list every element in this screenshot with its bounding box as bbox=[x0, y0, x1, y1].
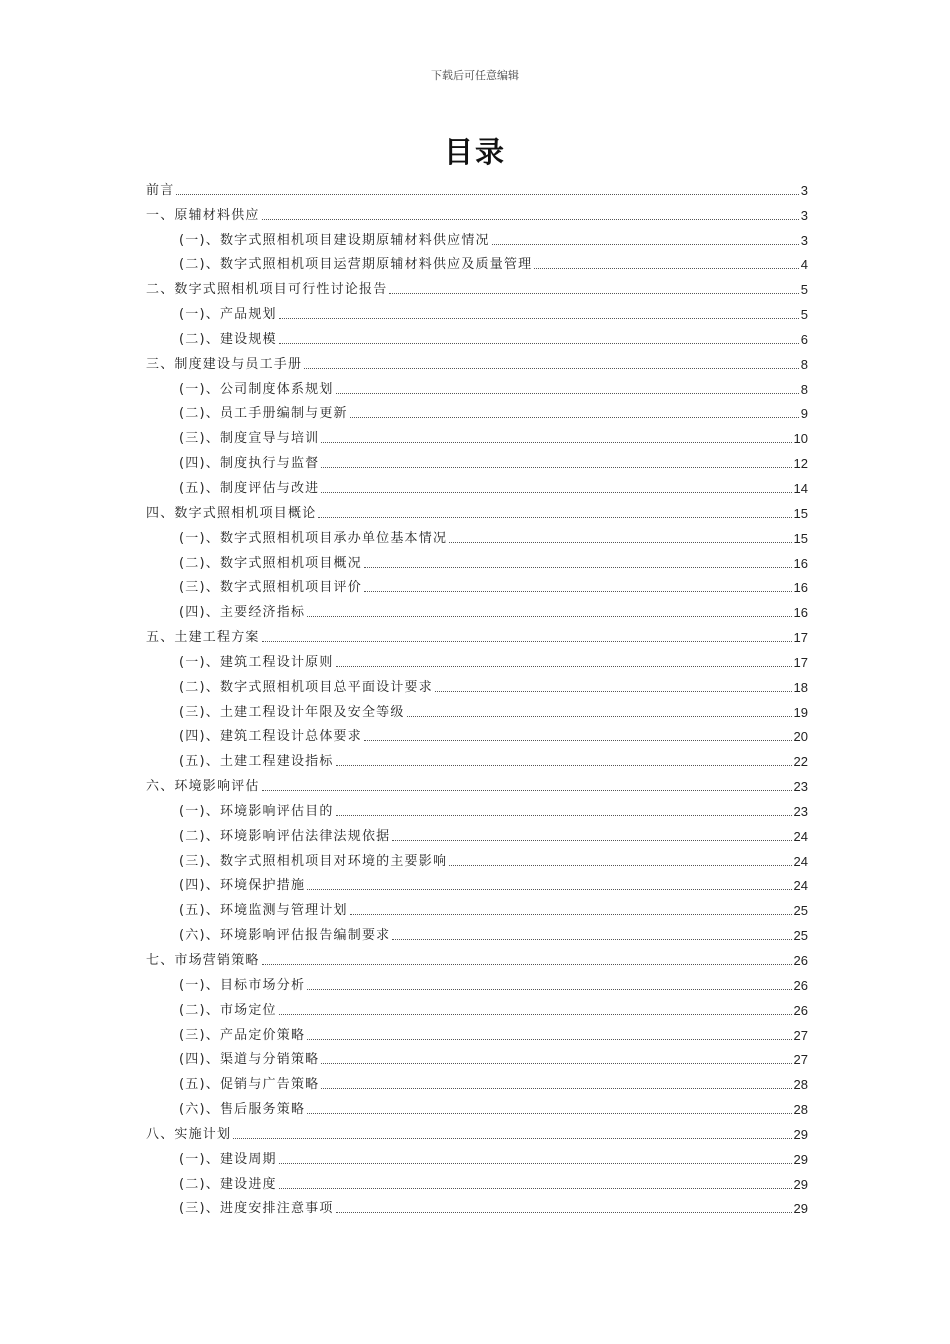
toc-entry[interactable] bbox=[146, 547, 808, 572]
toc-dot-leader bbox=[262, 790, 792, 791]
toc-entry[interactable] bbox=[146, 721, 808, 746]
toc-dot-leader bbox=[407, 716, 792, 717]
toc-entry-page-number: 20 bbox=[793, 729, 808, 745]
toc-dot-leader bbox=[262, 219, 799, 220]
toc-entry-label: (四)、制度执行与监督 bbox=[179, 456, 320, 472]
header-note: 下载后可任意编辑 bbox=[431, 69, 519, 82]
toc-dot-leader bbox=[392, 939, 791, 940]
toc-entry[interactable] bbox=[146, 969, 808, 994]
toc-entry-label: (五)、土建工程建设指标 bbox=[179, 754, 334, 770]
toc-entry-label: (一)、建设周期 bbox=[179, 1151, 277, 1167]
toc-entry-page-number: 27 bbox=[793, 1052, 808, 1068]
toc-entry[interactable] bbox=[146, 572, 808, 597]
toc-entry-label: 三、制度建设与员工手册 bbox=[146, 356, 303, 372]
toc-entry-label: (一)、产品规划 bbox=[179, 307, 277, 323]
toc-entry-label: (一)、目标市场分析 bbox=[179, 977, 306, 993]
toc-entry-label: (六)、售后服务策略 bbox=[179, 1102, 306, 1118]
toc-dot-leader bbox=[534, 268, 798, 269]
toc-entry-page-number: 5 bbox=[800, 282, 808, 298]
toc-dot-leader bbox=[492, 244, 799, 245]
toc-entry-label: (一)、环境影响评估目的 bbox=[179, 803, 334, 819]
toc-dot-leader bbox=[350, 914, 792, 915]
toc-entry-label: (一)、数字式照相机项目承办单位基本情况 bbox=[179, 530, 448, 546]
toc-entry-label: (五)、促销与广告策略 bbox=[179, 1077, 320, 1093]
toc-entry-page-number: 15 bbox=[793, 530, 808, 546]
toc-entry[interactable] bbox=[146, 447, 808, 472]
toc-entry-label: 前言 bbox=[146, 182, 175, 198]
toc-dot-leader bbox=[262, 641, 792, 642]
toc-entry[interactable] bbox=[146, 795, 808, 820]
toc-entry[interactable] bbox=[146, 621, 808, 646]
toc-dot-leader bbox=[336, 815, 792, 816]
toc-entry-label: 四、数字式照相机项目概论 bbox=[146, 505, 317, 521]
toc-entry-page-number: 4 bbox=[800, 257, 808, 273]
toc-entry-page-number: 22 bbox=[793, 754, 808, 770]
toc-entry-page-number: 14 bbox=[793, 480, 808, 496]
toc-entry-page-number: 29 bbox=[793, 1151, 808, 1167]
toc-entry-page-number: 3 bbox=[800, 232, 808, 248]
toc-entry-label: (三)、产品定价策略 bbox=[179, 1027, 306, 1043]
toc-entry-page-number: 3 bbox=[800, 182, 808, 198]
toc-entry[interactable] bbox=[146, 199, 808, 224]
toc-entry-label: (五)、环境监测与管理计划 bbox=[179, 903, 348, 919]
toc-dot-leader bbox=[350, 417, 799, 418]
toc-entry-label: (四)、主要经济指标 bbox=[179, 605, 306, 621]
toc-entry-label: (二)、员工手册编制与更新 bbox=[179, 406, 348, 422]
toc-entry-page-number: 29 bbox=[793, 1176, 808, 1192]
toc-dot-leader bbox=[318, 517, 791, 518]
toc-entry-page-number: 16 bbox=[793, 580, 808, 596]
toc-dot-leader bbox=[336, 666, 792, 667]
toc-entry-label: (四)、渠道与分销策略 bbox=[179, 1052, 320, 1068]
toc-entry-label: (六)、环境影响评估报告编制要求 bbox=[179, 928, 391, 944]
toc-dot-leader bbox=[233, 1138, 791, 1139]
toc-entry-page-number: 5 bbox=[800, 307, 808, 323]
toc-dot-leader bbox=[336, 1212, 792, 1213]
toc-entry[interactable] bbox=[146, 522, 808, 547]
toc-entry-label: (四)、建筑工程设计总体要求 bbox=[179, 729, 362, 745]
toc-entry[interactable] bbox=[146, 671, 808, 696]
toc-entry[interactable] bbox=[146, 298, 808, 323]
toc-entry[interactable] bbox=[146, 174, 808, 199]
toc-dot-leader bbox=[336, 393, 799, 394]
toc-entry-label: 五、土建工程方案 bbox=[146, 630, 260, 646]
toc-entry-page-number: 8 bbox=[800, 381, 808, 397]
toc-entry-label: (一)、数字式照相机项目建设期原辅材料供应情况 bbox=[179, 232, 490, 248]
toc-entry[interactable] bbox=[146, 1044, 808, 1069]
toc-entry-page-number: 25 bbox=[793, 928, 808, 944]
toc-dot-leader bbox=[307, 889, 791, 890]
toc-entry-page-number: 28 bbox=[793, 1102, 808, 1118]
toc-entry[interactable] bbox=[146, 745, 808, 770]
toc-dot-leader bbox=[279, 1188, 792, 1189]
toc-entry[interactable] bbox=[146, 919, 808, 944]
toc-entry-page-number: 26 bbox=[793, 1002, 808, 1018]
table-of-contents bbox=[146, 174, 808, 1217]
toc-entry-page-number: 12 bbox=[793, 456, 808, 472]
toc-dot-leader bbox=[364, 591, 792, 592]
toc-dot-leader bbox=[307, 616, 791, 617]
toc-entry-page-number: 19 bbox=[793, 704, 808, 720]
toc-entry[interactable] bbox=[146, 398, 808, 423]
toc-dot-leader bbox=[449, 542, 791, 543]
toc-dot-leader bbox=[307, 989, 791, 990]
toc-entry-label: (二)、数字式照相机项目运营期原辅材料供应及质量管理 bbox=[179, 257, 533, 273]
toc-entry-page-number: 26 bbox=[793, 953, 808, 968]
toc-entry[interactable] bbox=[146, 224, 808, 249]
toc-entry-label: (二)、市场定位 bbox=[179, 1002, 277, 1018]
toc-dot-leader bbox=[176, 194, 798, 195]
toc-entry[interactable] bbox=[146, 472, 808, 497]
toc-entry[interactable] bbox=[146, 696, 808, 721]
toc-entry-label: (一)、公司制度体系规划 bbox=[179, 381, 334, 397]
toc-entry-page-number: 9 bbox=[800, 406, 808, 422]
toc-entry-label: (三)、制度宣导与培训 bbox=[179, 431, 320, 447]
toc-entry-page-number: 29 bbox=[793, 1126, 808, 1142]
toc-entry-label: (二)、环境影响评估法律法规依据 bbox=[179, 828, 391, 844]
toc-entry[interactable] bbox=[146, 596, 808, 621]
toc-dot-leader bbox=[364, 740, 792, 741]
toc-entry-label: (三)、数字式照相机项目评价 bbox=[179, 580, 362, 596]
toc-entry-label: (二)、数字式照相机项目总平面设计要求 bbox=[179, 679, 433, 695]
toc-entry-page-number: 25 bbox=[793, 903, 808, 919]
toc-entry-label: 八、实施计划 bbox=[146, 1126, 232, 1142]
toc-entry-page-number: 18 bbox=[793, 679, 808, 695]
toc-entry[interactable] bbox=[146, 770, 808, 795]
toc-entry-label: 二、数字式照相机项目可行性讨论报告 bbox=[146, 282, 388, 298]
toc-entry-label: 一、原辅材料供应 bbox=[146, 207, 260, 223]
toc-entry-page-number: 6 bbox=[800, 331, 808, 347]
toc-entry-label: (一)、建筑工程设计原则 bbox=[179, 654, 334, 670]
toc-dot-leader bbox=[304, 368, 799, 369]
toc-dot-leader bbox=[321, 492, 791, 493]
toc-entry-page-number: 26 bbox=[793, 977, 808, 993]
toc-entry[interactable] bbox=[146, 646, 808, 671]
toc-entry-label: (四)、环境保护措施 bbox=[179, 878, 306, 894]
toc-entry[interactable] bbox=[146, 1019, 808, 1044]
toc-dot-leader bbox=[321, 442, 791, 443]
toc-entry-label: (三)、进度安排注意事项 bbox=[179, 1201, 334, 1217]
toc-dot-leader bbox=[279, 1163, 792, 1164]
toc-entry[interactable] bbox=[146, 323, 808, 348]
toc-entry-page-number: 24 bbox=[793, 853, 808, 869]
toc-entry[interactable] bbox=[146, 994, 808, 1019]
toc-entry[interactable] bbox=[146, 1118, 808, 1143]
toc-entry[interactable] bbox=[146, 870, 808, 895]
toc-dot-leader bbox=[279, 1014, 792, 1015]
toc-entry[interactable] bbox=[146, 1143, 808, 1168]
toc-entry[interactable] bbox=[146, 1168, 808, 1193]
toc-entry[interactable] bbox=[146, 1068, 808, 1093]
toc-entry-label: 六、环境影响评估 bbox=[146, 779, 260, 795]
toc-entry-page-number: 3 bbox=[800, 207, 808, 223]
toc-dot-leader bbox=[321, 467, 791, 468]
toc-entry-page-number: 24 bbox=[793, 828, 808, 844]
toc-entry[interactable] bbox=[146, 249, 808, 274]
toc-entry-page-number: 27 bbox=[793, 1027, 808, 1043]
toc-dot-leader bbox=[392, 840, 791, 841]
toc-dot-leader bbox=[321, 1088, 791, 1089]
toc-entry-label: (三)、数字式照相机项目对环境的主要影响 bbox=[179, 853, 448, 869]
toc-entry[interactable] bbox=[146, 944, 808, 969]
toc-entry-page-number: 16 bbox=[793, 605, 808, 621]
toc-entry-label: (五)、制度评估与改进 bbox=[179, 480, 320, 496]
toc-entry-label: (二)、数字式照相机项目概况 bbox=[179, 555, 362, 571]
toc-entry[interactable] bbox=[146, 1093, 808, 1118]
toc-entry-page-number: 28 bbox=[793, 1077, 808, 1093]
toc-entry[interactable] bbox=[146, 273, 808, 298]
toc-entry[interactable] bbox=[146, 373, 808, 398]
toc-dot-leader bbox=[435, 691, 792, 692]
toc-dot-leader bbox=[307, 1039, 791, 1040]
toc-dot-leader bbox=[279, 318, 799, 319]
toc-entry-page-number: 17 bbox=[793, 630, 808, 646]
toc-dot-leader bbox=[321, 1063, 791, 1064]
toc-entry[interactable] bbox=[146, 348, 808, 373]
toc-entry-page-number: 29 bbox=[793, 1201, 808, 1217]
toc-entry[interactable] bbox=[146, 422, 808, 447]
toc-entry-label: 七、市场营销策略 bbox=[146, 953, 260, 968]
toc-dot-leader bbox=[449, 865, 791, 866]
toc-entry[interactable] bbox=[146, 1193, 808, 1218]
toc-entry[interactable] bbox=[146, 820, 808, 845]
toc-entry-page-number: 23 bbox=[793, 779, 808, 795]
toc-entry-page-number: 8 bbox=[800, 356, 808, 372]
toc-entry[interactable] bbox=[146, 894, 808, 919]
toc-dot-leader bbox=[389, 293, 798, 294]
page-title: 目录 bbox=[443, 135, 506, 169]
toc-entry[interactable] bbox=[146, 845, 808, 870]
toc-dot-leader bbox=[262, 964, 792, 965]
toc-entry-page-number: 23 bbox=[793, 803, 808, 819]
toc-entry-page-number: 16 bbox=[793, 555, 808, 571]
toc-entry-page-number: 17 bbox=[793, 654, 808, 670]
toc-entry-label: (二)、建设规模 bbox=[179, 331, 277, 347]
toc-entry-label: (二)、建设进度 bbox=[179, 1176, 277, 1192]
toc-entry[interactable] bbox=[146, 497, 808, 522]
toc-dot-leader bbox=[279, 343, 799, 344]
toc-entry-page-number: 24 bbox=[793, 878, 808, 894]
toc-entry-label: (三)、土建工程设计年限及安全等级 bbox=[179, 704, 405, 720]
toc-dot-leader bbox=[364, 567, 792, 568]
toc-entry-page-number: 15 bbox=[793, 505, 808, 521]
toc-dot-leader bbox=[336, 765, 792, 766]
toc-dot-leader bbox=[307, 1113, 791, 1114]
toc-entry-page-number: 10 bbox=[793, 431, 808, 447]
